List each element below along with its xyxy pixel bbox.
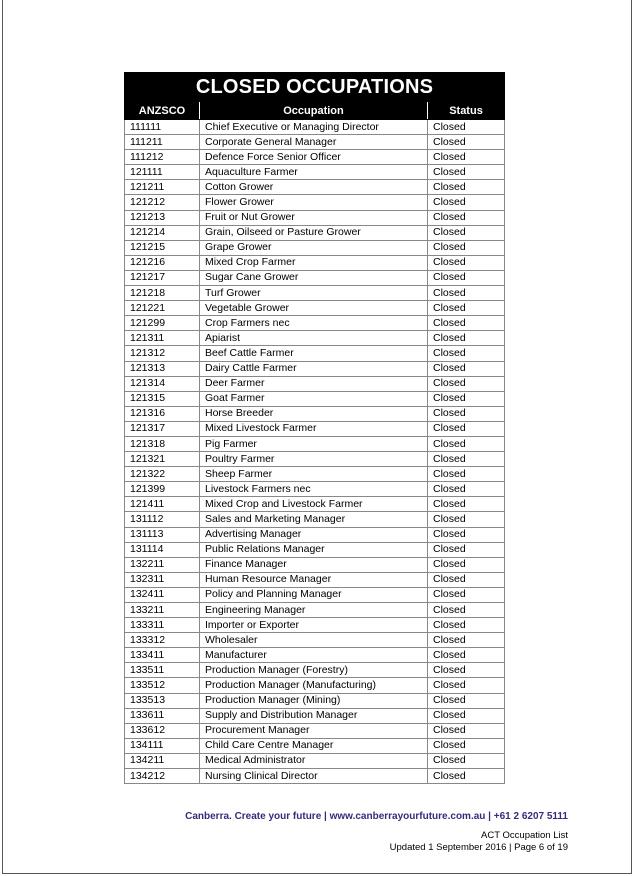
table-body	[125, 120, 505, 784]
cell-status: Closed	[428, 316, 505, 331]
cell-occupation: Production Manager (Manufacturing)	[200, 678, 428, 693]
cell-anzsco: 121213	[125, 210, 200, 225]
cell-occupation: Goat Farmer	[200, 391, 428, 406]
table-row	[125, 452, 505, 467]
cell-occupation: Public Relations Manager	[200, 542, 428, 557]
cell-anzsco: 121211	[125, 180, 200, 195]
cell-occupation: Engineering Manager	[200, 603, 428, 618]
cell-occupation: Manufacturer	[200, 648, 428, 663]
table-row	[125, 693, 505, 708]
cell-anzsco: 121216	[125, 255, 200, 270]
table-row	[125, 301, 505, 316]
cell-status: Closed	[428, 618, 505, 633]
footer-updated: Updated 1 September 2016 | Page 6 of 19	[389, 842, 568, 853]
cell-occupation: Pig Farmer	[200, 436, 428, 451]
table-row	[125, 467, 505, 482]
cell-occupation: Nursing Clinical Director	[200, 769, 428, 784]
table-row	[125, 180, 505, 195]
cell-status: Closed	[428, 421, 505, 436]
cell-anzsco: 121311	[125, 331, 200, 346]
cell-anzsco: 134211	[125, 753, 200, 768]
cell-occupation: Flower Grower	[200, 195, 428, 210]
cell-anzsco: 133512	[125, 678, 200, 693]
cell-status: Closed	[428, 165, 505, 180]
table-row	[125, 572, 505, 587]
cell-anzsco: 121218	[125, 286, 200, 301]
table-row	[125, 150, 505, 165]
cell-anzsco: 131114	[125, 542, 200, 557]
table-row	[125, 769, 505, 784]
cell-anzsco: 121411	[125, 497, 200, 512]
cell-status: Closed	[428, 406, 505, 421]
cell-anzsco: 121212	[125, 195, 200, 210]
table-row	[125, 376, 505, 391]
table-row	[125, 225, 505, 240]
cell-status: Closed	[428, 769, 505, 784]
cell-status: Closed	[428, 648, 505, 663]
cell-occupation: Finance Manager	[200, 557, 428, 572]
cell-anzsco: 121111	[125, 165, 200, 180]
table-row	[125, 557, 505, 572]
table-row	[125, 316, 505, 331]
table-row	[125, 603, 505, 618]
cell-occupation: Crop Farmers nec	[200, 316, 428, 331]
cell-anzsco: 134212	[125, 769, 200, 784]
cell-anzsco: 133211	[125, 603, 200, 618]
header-anzsco: ANZSCO	[125, 102, 200, 120]
table-row	[125, 346, 505, 361]
occupations-table-container	[124, 72, 504, 784]
cell-occupation: Mixed Crop Farmer	[200, 255, 428, 270]
cell-status: Closed	[428, 693, 505, 708]
table-row	[125, 618, 505, 633]
cell-status: Closed	[428, 482, 505, 497]
cell-occupation: Sugar Cane Grower	[200, 270, 428, 285]
cell-occupation: Chief Executive or Managing Director	[200, 120, 428, 135]
cell-anzsco: 133312	[125, 633, 200, 648]
table-row	[125, 195, 505, 210]
cell-anzsco: 121399	[125, 482, 200, 497]
cell-status: Closed	[428, 738, 505, 753]
cell-anzsco: 133513	[125, 693, 200, 708]
cell-anzsco: 121322	[125, 467, 200, 482]
cell-status: Closed	[428, 436, 505, 451]
cell-status: Closed	[428, 255, 505, 270]
cell-status: Closed	[428, 240, 505, 255]
cell-occupation: Child Care Centre Manager	[200, 738, 428, 753]
table-row	[125, 708, 505, 723]
cell-occupation: Advertising Manager	[200, 527, 428, 542]
cell-occupation: Aquaculture Farmer	[200, 165, 428, 180]
table-title: CLOSED OCCUPATIONS	[125, 73, 505, 102]
cell-status: Closed	[428, 663, 505, 678]
cell-anzsco: 133611	[125, 708, 200, 723]
cell-status: Closed	[428, 195, 505, 210]
table-title-row	[125, 73, 505, 102]
cell-status: Closed	[428, 210, 505, 225]
footer-list-name: ACT Occupation List	[481, 830, 568, 841]
cell-occupation: Production Manager (Mining)	[200, 693, 428, 708]
table-row	[125, 436, 505, 451]
table-row	[125, 406, 505, 421]
cell-anzsco: 121317	[125, 421, 200, 436]
cell-status: Closed	[428, 270, 505, 285]
table-row	[125, 678, 505, 693]
cell-anzsco: 121214	[125, 225, 200, 240]
cell-anzsco: 121312	[125, 346, 200, 361]
header-status: Status	[428, 102, 505, 120]
closed-occupations-table	[124, 72, 505, 784]
table-row	[125, 135, 505, 150]
table-row	[125, 331, 505, 346]
cell-status: Closed	[428, 180, 505, 195]
cell-anzsco: 121316	[125, 406, 200, 421]
cell-occupation: Vegetable Grower	[200, 301, 428, 316]
cell-occupation: Defence Force Senior Officer	[200, 150, 428, 165]
cell-anzsco: 133311	[125, 618, 200, 633]
table-row	[125, 512, 505, 527]
cell-occupation: Poultry Farmer	[200, 452, 428, 467]
cell-occupation: Cotton Grower	[200, 180, 428, 195]
table-row	[125, 210, 505, 225]
cell-occupation: Policy and Planning Manager	[200, 587, 428, 602]
cell-anzsco: 133511	[125, 663, 200, 678]
cell-anzsco: 121215	[125, 240, 200, 255]
table-row	[125, 648, 505, 663]
cell-status: Closed	[428, 572, 505, 587]
cell-anzsco: 121318	[125, 436, 200, 451]
cell-status: Closed	[428, 452, 505, 467]
cell-occupation: Apiarist	[200, 331, 428, 346]
cell-status: Closed	[428, 557, 505, 572]
cell-occupation: Mixed Crop and Livestock Farmer	[200, 497, 428, 512]
cell-occupation: Deer Farmer	[200, 376, 428, 391]
cell-occupation: Procurement Manager	[200, 723, 428, 738]
table-row	[125, 587, 505, 602]
cell-status: Closed	[428, 225, 505, 240]
table-row	[125, 633, 505, 648]
cell-anzsco: 111212	[125, 150, 200, 165]
cell-anzsco: 132411	[125, 587, 200, 602]
cell-occupation: Wholesaler	[200, 633, 428, 648]
footer-info	[390, 830, 568, 854]
cell-status: Closed	[428, 678, 505, 693]
cell-status: Closed	[428, 331, 505, 346]
table-row	[125, 663, 505, 678]
table-row	[125, 738, 505, 753]
cell-occupation: Beef Cattle Farmer	[200, 346, 428, 361]
cell-occupation: Livestock Farmers nec	[200, 482, 428, 497]
cell-status: Closed	[428, 527, 505, 542]
cell-status: Closed	[428, 135, 505, 150]
cell-status: Closed	[428, 467, 505, 482]
cell-occupation: Corporate General Manager	[200, 135, 428, 150]
cell-occupation: Mixed Livestock Farmer	[200, 421, 428, 436]
cell-status: Closed	[428, 391, 505, 406]
cell-anzsco: 121299	[125, 316, 200, 331]
cell-anzsco: 131112	[125, 512, 200, 527]
table-row	[125, 542, 505, 557]
cell-occupation: Grape Grower	[200, 240, 428, 255]
footer-contact: Canberra. Create your future | www.canberrayourfuture.com.au | +61 2 6207 5111	[185, 811, 568, 822]
cell-anzsco: 121217	[125, 270, 200, 285]
cell-occupation: Dairy Cattle Farmer	[200, 361, 428, 376]
cell-occupation: Sheep Farmer	[200, 467, 428, 482]
table-row	[125, 120, 505, 135]
table-row	[125, 286, 505, 301]
cell-anzsco: 121221	[125, 301, 200, 316]
cell-status: Closed	[428, 542, 505, 557]
cell-anzsco: 111111	[125, 120, 200, 135]
cell-status: Closed	[428, 346, 505, 361]
cell-status: Closed	[428, 120, 505, 135]
cell-anzsco: 134111	[125, 738, 200, 753]
cell-status: Closed	[428, 708, 505, 723]
cell-status: Closed	[428, 150, 505, 165]
table-row	[125, 723, 505, 738]
cell-status: Closed	[428, 512, 505, 527]
cell-status: Closed	[428, 603, 505, 618]
header-occupation: Occupation	[200, 102, 428, 120]
cell-status: Closed	[428, 723, 505, 738]
cell-status: Closed	[428, 633, 505, 648]
cell-occupation: Supply and Distribution Manager	[200, 708, 428, 723]
cell-status: Closed	[428, 301, 505, 316]
cell-status: Closed	[428, 376, 505, 391]
table-row	[125, 497, 505, 512]
table-row	[125, 240, 505, 255]
cell-occupation: Importer or Exporter	[200, 618, 428, 633]
cell-occupation: Sales and Marketing Manager	[200, 512, 428, 527]
cell-anzsco: 132211	[125, 557, 200, 572]
table-header-row	[125, 102, 505, 120]
cell-status: Closed	[428, 587, 505, 602]
cell-status: Closed	[428, 753, 505, 768]
table-row	[125, 255, 505, 270]
cell-anzsco: 121315	[125, 391, 200, 406]
table-row	[125, 421, 505, 436]
table-row	[125, 361, 505, 376]
cell-occupation: Horse Breeder	[200, 406, 428, 421]
table-row	[125, 527, 505, 542]
cell-occupation: Fruit or Nut Grower	[200, 210, 428, 225]
cell-occupation: Production Manager (Forestry)	[200, 663, 428, 678]
cell-anzsco: 121314	[125, 376, 200, 391]
cell-anzsco: 121321	[125, 452, 200, 467]
table-row	[125, 270, 505, 285]
table-row	[125, 391, 505, 406]
cell-occupation: Grain, Oilseed or Pasture Grower	[200, 225, 428, 240]
cell-occupation: Medical Administrator	[200, 753, 428, 768]
table-row	[125, 165, 505, 180]
cell-status: Closed	[428, 497, 505, 512]
cell-status: Closed	[428, 361, 505, 376]
cell-anzsco: 132311	[125, 572, 200, 587]
cell-anzsco: 121313	[125, 361, 200, 376]
table-row	[125, 482, 505, 497]
cell-anzsco: 131113	[125, 527, 200, 542]
cell-anzsco: 111211	[125, 135, 200, 150]
cell-occupation: Turf Grower	[200, 286, 428, 301]
cell-anzsco: 133411	[125, 648, 200, 663]
cell-anzsco: 133612	[125, 723, 200, 738]
cell-occupation: Human Resource Manager	[200, 572, 428, 587]
table-row	[125, 753, 505, 768]
cell-status: Closed	[428, 286, 505, 301]
